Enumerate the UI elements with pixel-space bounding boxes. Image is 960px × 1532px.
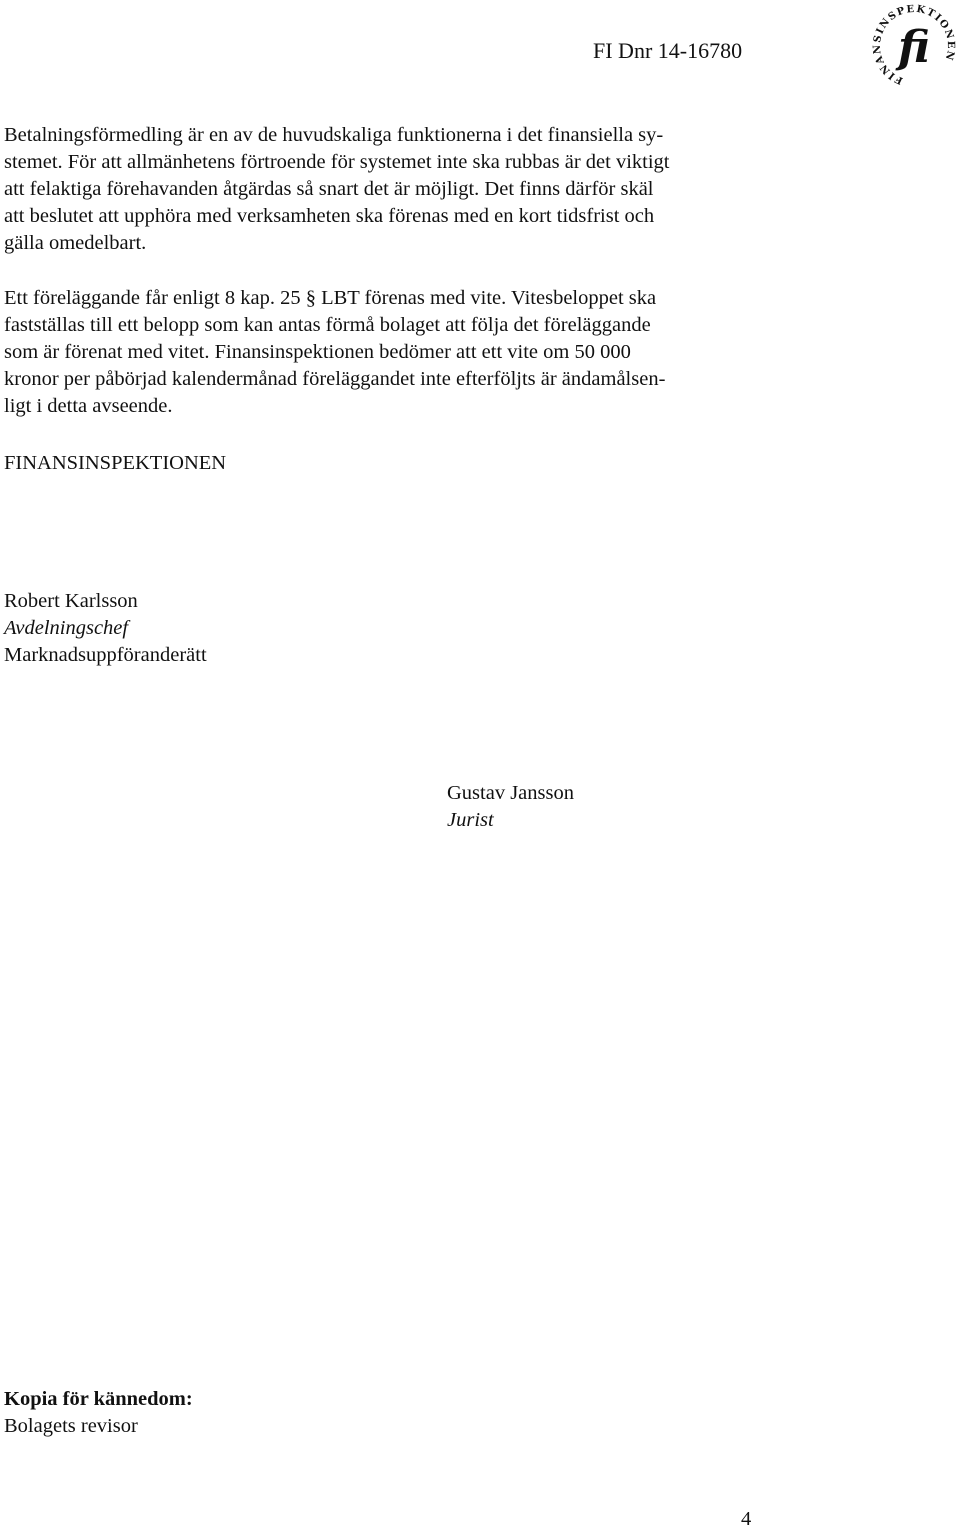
page-number: 4 xyxy=(741,1508,752,1530)
copy-recipient: Bolagets revisor xyxy=(4,1415,138,1437)
paragraph-line: kronor per påbörjad kalendermånad föreläggandet inte efterföljts är ändamålsen- xyxy=(4,368,666,390)
paragraph-line: Ett föreläggande får enligt 8 kap. 25 § LBT förenas med vite. Vitesbeloppet ska xyxy=(4,287,657,309)
signer-title: Avdelningschef xyxy=(4,617,129,639)
paragraph-line: Betalningsförmedling är en av de huvudskaliga funktionerna i det finansiella sy- xyxy=(4,124,664,146)
paragraph-fine xyxy=(4,285,784,420)
signer-name: Robert Karlsson xyxy=(4,590,138,612)
copy-for-information xyxy=(4,1386,193,1440)
paragraph-line: gälla omedelbart. xyxy=(4,232,147,254)
signer-department: Marknadsuppföranderätt xyxy=(4,644,207,666)
paragraph-payment-intermediation xyxy=(4,122,784,257)
copy-heading: Kopia för kännedom: xyxy=(4,1388,193,1410)
signature-block-1 xyxy=(4,588,207,669)
logo-monogram: fi xyxy=(898,22,930,73)
signer-name: Gustav Jansson xyxy=(447,782,574,804)
finansinspektionen-logo xyxy=(868,2,960,86)
signature-block-2 xyxy=(447,780,574,834)
paragraph-line: att felaktiga förehavanden åtgärdas så snart det är möjligt. Det finns därför skäl xyxy=(4,178,654,200)
signer-title: Jurist xyxy=(447,809,494,831)
paragraph-line: stemet. För att allmänhetens förtroende för systemet inte ska rubbas är det viktigt xyxy=(4,151,670,173)
paragraph-line: som är förenat med vitet. Finansinspektionen bedömer att ett vite om 50 000 xyxy=(4,341,631,363)
paragraph-line: fastställas till ett belopp som kan antas förmå bolaget att följa det föreläggande xyxy=(4,314,651,336)
paragraph-line: att beslutet att upphöra med verksamheten ska förenas med en kort tidsfrist och xyxy=(4,205,655,227)
document-reference-number: FI Dnr 14-16780 xyxy=(593,38,743,63)
paragraph-line: ligt i detta avseende. xyxy=(4,395,173,417)
logo-ring-text: FINANSINSPEKTIONEN xyxy=(871,3,957,86)
organization-name: FINANSINSPEKTIONEN xyxy=(4,452,227,474)
